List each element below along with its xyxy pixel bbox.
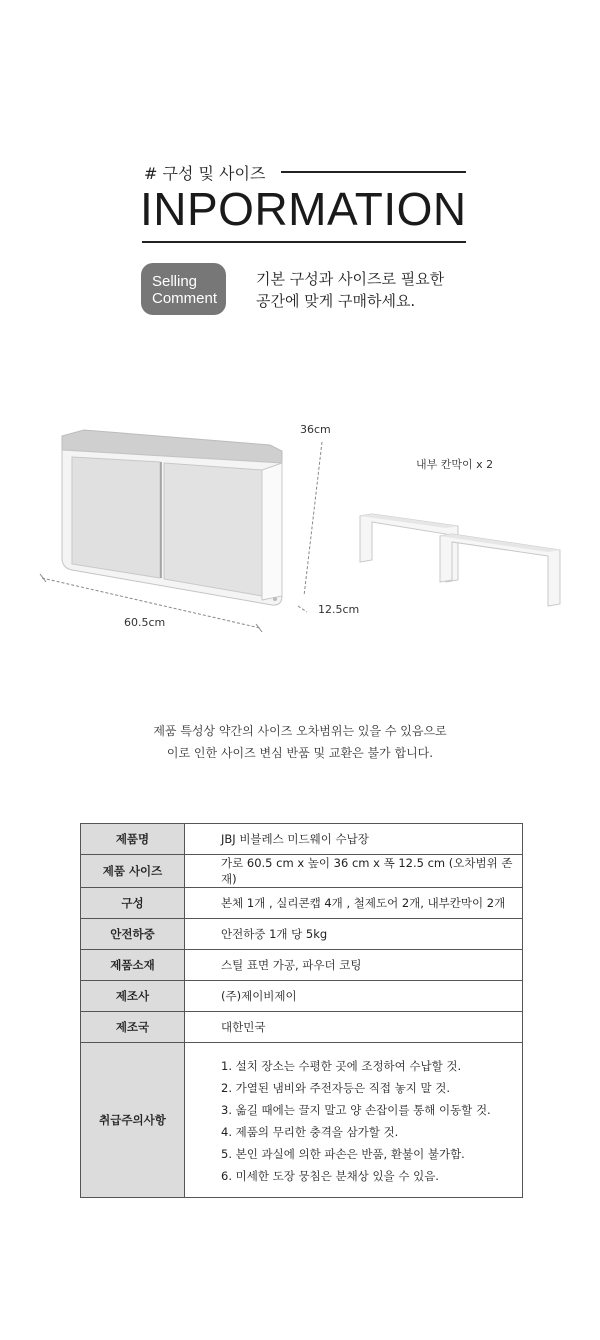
badge-line-1: Selling [152, 273, 198, 290]
row-label: 제품 사이즈 [81, 855, 185, 888]
table-row [81, 888, 523, 919]
selling-comment-text [256, 268, 444, 312]
width-label: 60.5cm [124, 616, 166, 629]
row-value: 가로 60.5 cm x 높이 36 cm x 폭 12.5 cm (오차범위 존재) [185, 855, 523, 888]
care-value [185, 1043, 523, 1198]
badge-line-2: Comment [152, 290, 218, 307]
top-divider [281, 171, 466, 173]
care-item: 3. 옮길 때에는 끌지 말고 양 손잡이를 통해 이동할 것. [221, 1103, 491, 1117]
row-label: 제품소재 [81, 950, 185, 981]
spec-table [80, 823, 523, 1198]
care-label: 취급주의사항 [81, 1043, 185, 1198]
page-title: INPORMATION [140, 183, 467, 235]
row-label: 구성 [81, 888, 185, 919]
table-row [81, 919, 523, 950]
row-label: 안전하중 [81, 919, 185, 950]
section-tag: # 구성 및 사이즈 [144, 164, 266, 183]
product-size-diagram [0, 400, 600, 660]
care-item: 1. 설치 장소는 수평한 곳에 조정하여 수납할 것. [221, 1059, 462, 1073]
care-list [221, 1043, 522, 1197]
row-label: 제조국 [81, 1012, 185, 1043]
table-row [81, 981, 523, 1012]
bottom-divider [142, 241, 466, 243]
row-value: 본체 1개 , 실리콘캡 4개 , 철제도어 2개, 내부칸막이 2개 [185, 888, 523, 919]
row-label: 제조사 [81, 981, 185, 1012]
table-row [81, 950, 523, 981]
selling-comment-badge [141, 263, 226, 315]
row-value: JBJ 비블레스 미드웨이 수납장 [185, 824, 523, 855]
table-row [81, 855, 523, 888]
care-item: 2. 가열된 냄비와 주전자등은 직접 놓지 말 것. [221, 1081, 451, 1095]
depth-label: 12.5cm [318, 603, 360, 616]
notice-line-1: 제품 특성상 약간의 사이즈 오차범위는 있을 수 있음으로 [153, 724, 447, 738]
row-label: 제품명 [81, 824, 185, 855]
selling-comment-line-1: 기본 구성과 사이즈로 필요한 [256, 270, 445, 288]
notice-line-2: 이로 인한 사이즈 변심 반품 및 교환은 불가 합니다. [166, 746, 434, 760]
row-value: (주)제이비제이 [185, 981, 523, 1012]
height-label: 36cm [300, 423, 331, 436]
selling-comment-line-2: 공간에 맞게 구매하세요. [256, 292, 416, 310]
table-row [81, 1012, 523, 1043]
size-notice [0, 720, 600, 764]
table-row [81, 824, 523, 855]
row-value: 스틸 표면 가공, 파우더 코팅 [185, 950, 523, 981]
row-value: 안전하중 1개 당 5kg [185, 919, 523, 950]
care-item: 4. 제품의 무리한 충격을 삼가할 것. [221, 1125, 399, 1139]
care-item: 5. 본인 과실에 의한 파손은 반품, 환불이 불가함. [221, 1147, 465, 1161]
row-value: 대한민국 [185, 1012, 523, 1043]
cabinet-illustration [0, 400, 600, 660]
divider-label: 내부 칸막이 x 2 [416, 458, 494, 471]
care-item: 6. 미세한 도장 뭉침은 분채상 있을 수 있음. [221, 1169, 439, 1183]
table-row-care [81, 1043, 523, 1198]
